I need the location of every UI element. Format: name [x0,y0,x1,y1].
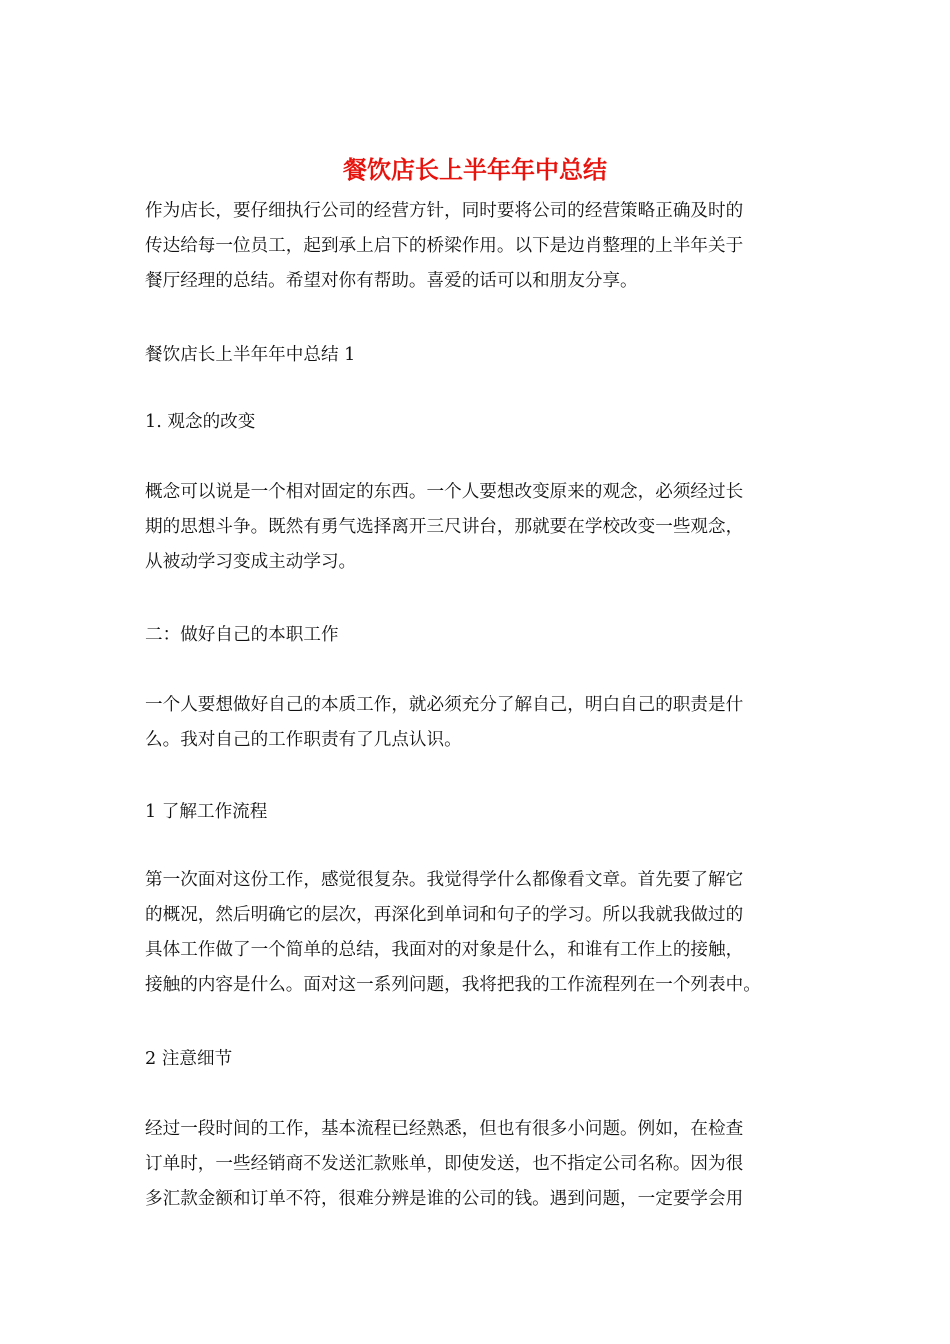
heading-4 [145,1042,810,1077]
paragraph-line: 一个人要想做好自己的本质工作，就必须充分了解自己，明白自己的职责是什 [145,695,744,715]
paragraph-line: 从被动学习变成主动学习。 [145,552,357,572]
section-heading [145,338,810,373]
paragraph-2 [145,688,810,758]
heading-3 [145,795,810,830]
paragraph-line: 期的思想斗争。既然有勇气选择离开三尺讲台，那就要在学校改变一些观念， [145,517,744,537]
paragraph-3 [145,863,810,1003]
heading-3-text: 1 了解工作流程 [145,802,268,822]
paragraph-line: 多汇款金额和订单不符，很难分辨是谁的公司的钱。遇到问题，一定要学会用 [145,1189,744,1209]
heading-2 [145,618,810,653]
paragraph-line: 订单时，一些经销商不发送汇款账单，即使发送，也不指定公司名称。因为很 [145,1154,744,1174]
document-title: 餐饮店长上半年年中总结 [343,155,607,184]
paragraph-line: 作为店长，要仔细执行公司的经营方针，同时要将公司的经营策略正确及时的 [145,201,744,221]
heading-2-text: 二：做好自己的本职工作 [145,625,339,645]
paragraph-line: 餐厅经理的总结。希望对你有帮助。喜爱的话可以和朋友分享。 [145,271,638,291]
paragraph-line: 的概况，然后明确它的层次，再深化到单词和句子的学习。所以我就我做过的 [145,905,744,925]
paragraph-line: 么。我对自己的工作职责有了几点认识。 [145,730,462,750]
heading-1 [145,405,810,440]
paragraph-line: 第一次面对这份工作，感觉很复杂。我觉得学什么都像看文章。首先要了解它 [145,870,744,890]
paragraph-line: 传达给每一位员工，起到承上启下的桥梁作用。以下是边肖整理的上半年关于 [145,236,744,256]
paragraph-line: 经过一段时间的工作，基本流程已经熟悉，但也有很多小问题。例如，在检查 [145,1119,744,1139]
intro-paragraph [145,194,810,299]
paragraph-line: 具体工作做了一个简单的总结，我面对的对象是什么，和谁有工作上的接触， [145,940,744,960]
heading-4-text: 2 注意细节 [145,1049,233,1069]
paragraph-1 [145,475,810,580]
heading-1-text: 1. 观念的改变 [145,412,256,432]
paragraph-4 [145,1112,810,1217]
paragraph-line: 概念可以说是一个相对固定的东西。一个人要想改变原来的观念，必须经过长 [145,482,744,502]
section-heading-text: 餐饮店长上半年年中总结 1 [145,345,356,365]
paragraph-line: 接触的内容是什么。面对这一系列问题，我将把我的工作流程列在一个列表中。 [145,975,761,995]
